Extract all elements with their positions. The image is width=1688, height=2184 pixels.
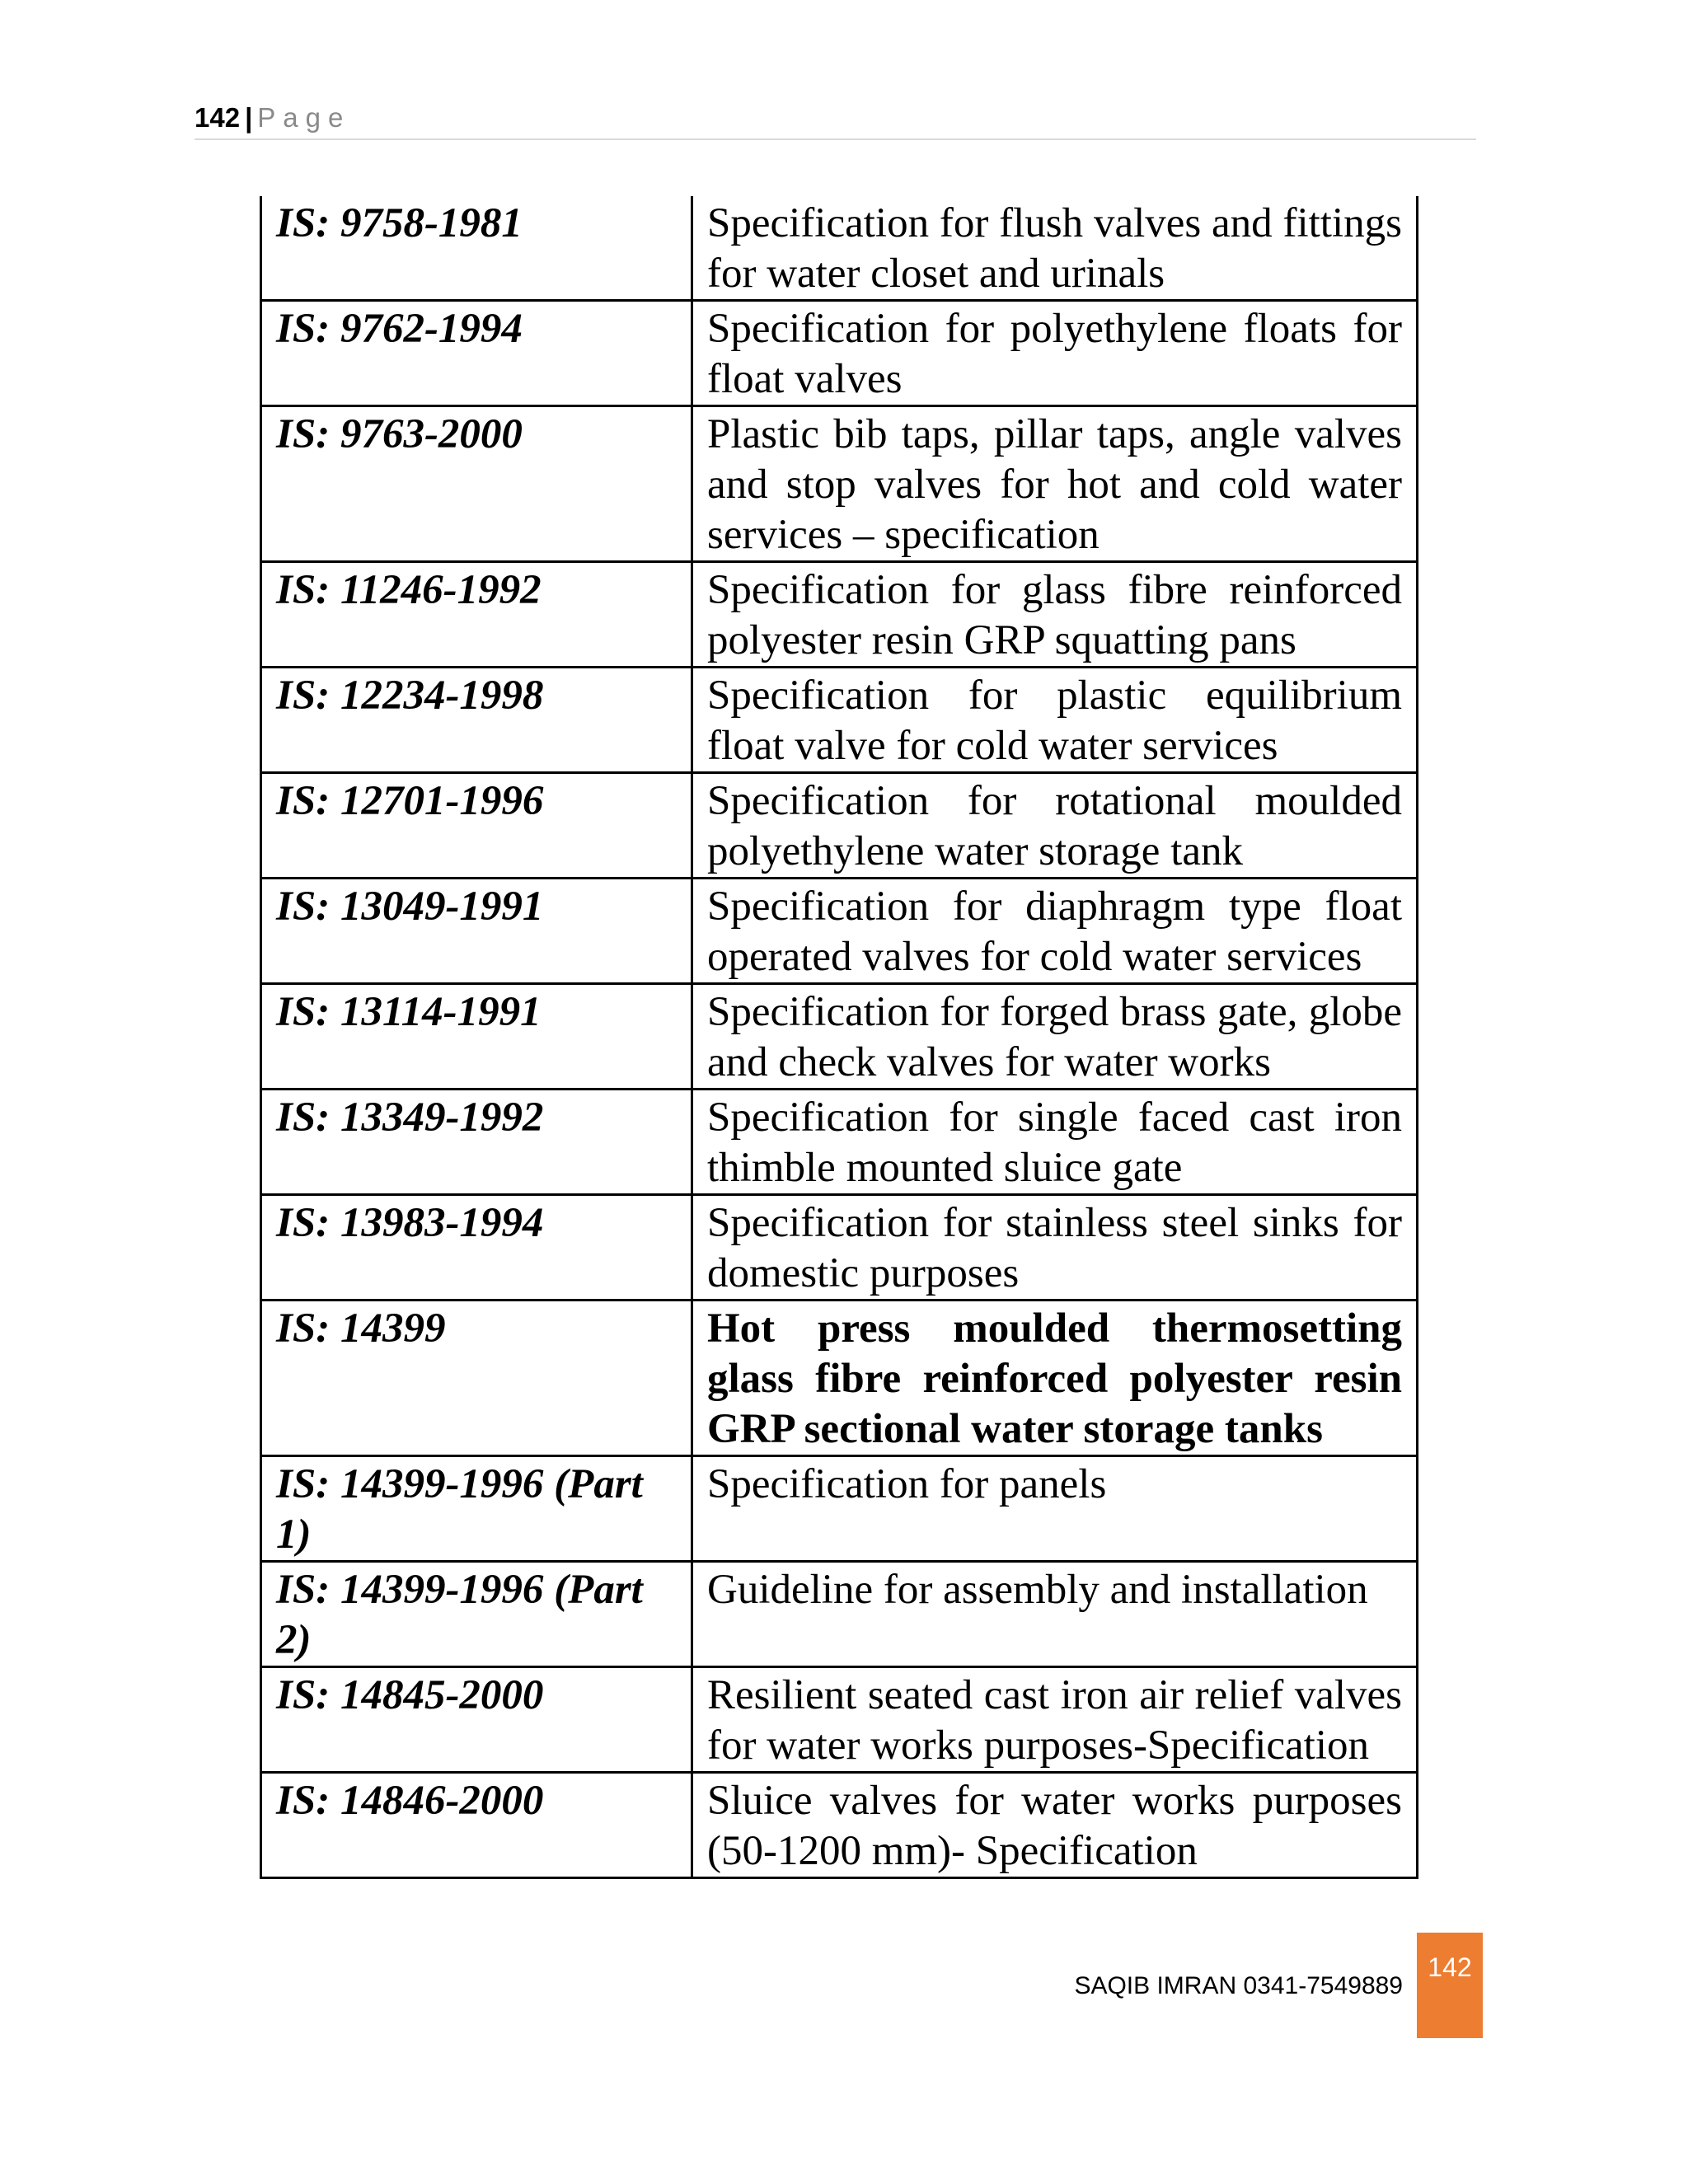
standard-description: Specification for glass fibre reinforced polyester resin GRP squatting pans [692,562,1418,668]
table-row [261,1195,1418,1301]
standard-code: IS: 13983-1994 [261,1195,692,1301]
standard-code: IS: 9762-1994 [261,301,692,406]
table-row [261,1562,1418,1667]
standard-description: Hot press moulded thermosetting glass fibre reinforced polyester resin GRP sectional water storage tanks [692,1301,1418,1456]
standard-code: IS: 13049-1991 [261,879,692,984]
table-row [261,1773,1418,1878]
standard-description: Specification for plastic equilibrium float valve for cold water services [692,668,1418,773]
header-page-word: Page [257,102,351,133]
standard-description: Sluice valves for water works purposes (50-1200 mm)- Specification [692,1773,1418,1878]
standard-code: IS: 12701-1996 [261,773,692,879]
standard-description: Specification for single faced cast iron thimble mounted sluice gate [692,1090,1418,1195]
standards-table [260,196,1418,1879]
standard-description: Specification for flush valves and fittings for water closet and urinals [692,196,1418,301]
standard-code: IS: 14845-2000 [261,1667,692,1773]
page-header [195,97,1476,140]
standard-code: IS: 14846-2000 [261,1773,692,1878]
header-page-number: 142 [195,102,241,133]
standard-code: IS: 9763-2000 [261,406,692,562]
standard-description: Specification for forged brass gate, globe and check valves for water works [692,984,1418,1090]
table-row [261,1090,1418,1195]
standard-description: Specification for diaphragm type float operated valves for cold water services [692,879,1418,984]
standard-code: IS: 13114-1991 [261,984,692,1090]
standard-description: Specification for stainless steel sinks for domestic purposes [692,1195,1418,1301]
standard-description: Guideline for assembly and installation [692,1562,1418,1667]
table-row [261,879,1418,984]
table-row [261,406,1418,562]
footer-author: SAQIB IMRAN 0341-7549889 [1074,1972,1403,1999]
table-row [261,562,1418,668]
standard-code: IS: 14399-1996 (Part 2) [261,1562,692,1667]
standard-code: IS: 11246-1992 [261,562,692,668]
header-separator: | [245,102,253,133]
standard-description: Resilient seated cast iron air relief valves for water works purposes-Specification [692,1667,1418,1773]
standard-description: Specification for polyethylene floats for float valves [692,301,1418,406]
standard-code: IS: 13349-1992 [261,1090,692,1195]
table-row [261,196,1418,301]
table-row [261,984,1418,1090]
standard-code: IS: 14399 [261,1301,692,1456]
table-row [261,1456,1418,1562]
page-number-badge: 142 [1417,1933,1483,2038]
table-row [261,1667,1418,1773]
table-row [261,1301,1418,1456]
standard-description: Plastic bib taps, pillar taps, angle valves and stop valves for hot and cold water services – specification [692,406,1418,562]
table-row [261,668,1418,773]
standard-description: Specification for rotational moulded polyethylene water storage tank [692,773,1418,879]
table-row [261,301,1418,406]
standard-code: IS: 12234-1998 [261,668,692,773]
standard-description: Specification for panels [692,1456,1418,1562]
table-row [261,773,1418,879]
standard-code: IS: 14399-1996 (Part 1) [261,1456,692,1562]
standard-code: IS: 9758-1981 [261,196,692,301]
